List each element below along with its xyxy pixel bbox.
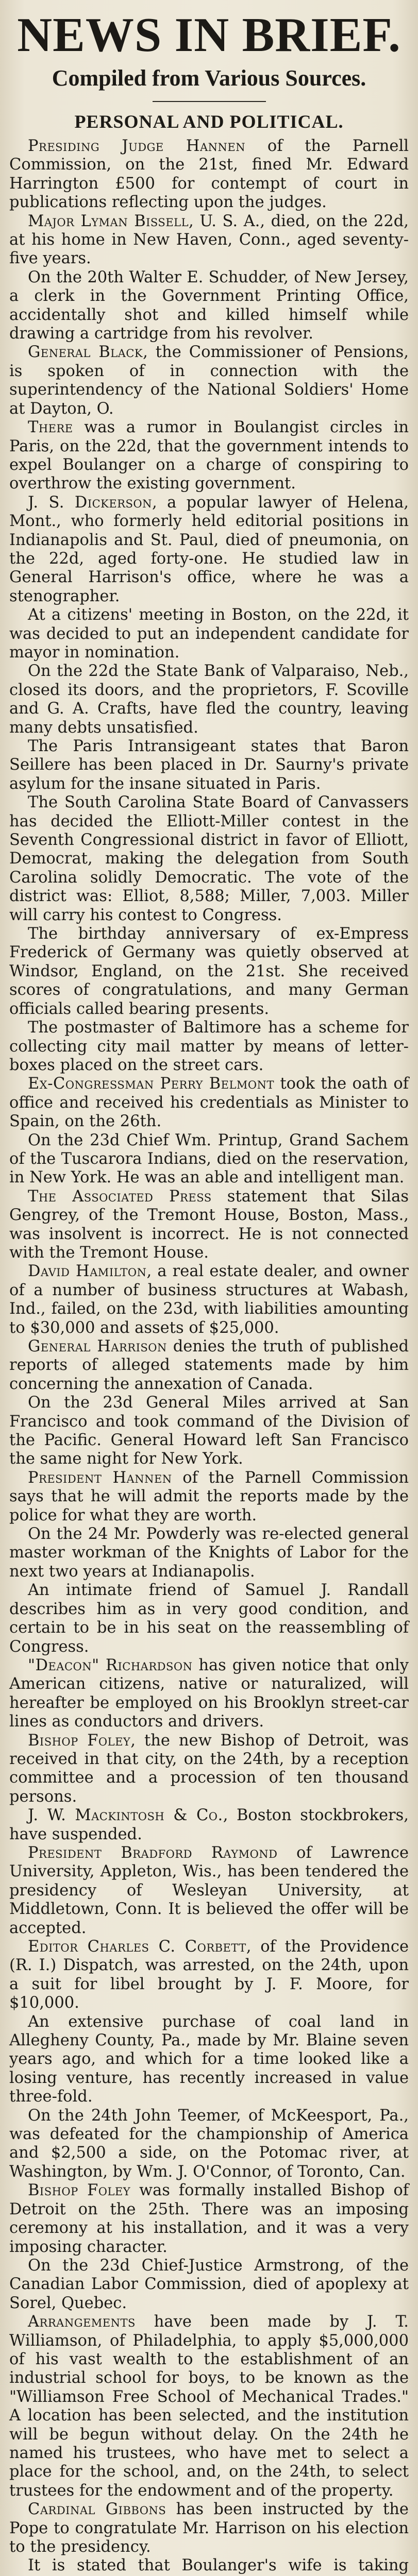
news-item-lead: "Deacon" Richardson bbox=[28, 1656, 193, 1674]
news-items bbox=[9, 137, 409, 2576]
news-item bbox=[9, 1806, 409, 1844]
news-item-lead: Major Lyman Bissell bbox=[28, 212, 189, 230]
news-item-text: has been instructed by the Pope to congratulate Mr. Harrison on his election to the presidency. bbox=[9, 2500, 409, 2556]
news-item-text: On the 24th John Teemer, of McKeesport, Pa., was defeated for the championship of America and $2,500 a side, on the Potomac river, at Washington, by Wm. J. O'Connor, of Toronto, Can. bbox=[9, 2106, 409, 2181]
news-item-text: , the new Bishop of Detroit, was received in that city, on the 24th, by a reception committee and a procession of ten thousand persons. bbox=[9, 1731, 409, 1806]
news-item bbox=[9, 1262, 409, 1337]
news-item-text: The South Carolina State Board of Canvassers has decided the Elliott-Miller contest in the Seventh Congressional district in favor of Elliott, Democrat, making the delegation from South Carolina solidly Democratic. The vote of the district was: Elliot, 8,588; Miller, 7,003. Miller will carry his contest to Congress. bbox=[9, 793, 409, 924]
news-item-text: was a rumor in Boulangist circles in Paris, on the 22d, that the government intends to expel Boulanger on a charge of conspiring to overthrow the existing government. bbox=[9, 418, 409, 493]
news-item bbox=[9, 2313, 409, 2500]
news-item-text: On the 23d General Miles arrived at San Francisco and took command of the Division of the Pacific. General Howard left San Francisco the same night for New York. bbox=[9, 1394, 409, 1468]
news-item bbox=[9, 1656, 409, 1732]
news-item-text: , the Commissioner of Pensions, is spoken of in connection with the superintendency of the National Soldiers' Home at Dayton, O. bbox=[9, 343, 409, 418]
masthead: NEWS IN BRIEF. bbox=[17, 8, 401, 62]
news-item bbox=[9, 1844, 409, 1938]
news-item-lead: General Harrison bbox=[28, 1337, 167, 1355]
news-item-lead: J. S. Dickerson bbox=[28, 493, 152, 512]
news-item bbox=[9, 2107, 409, 2182]
news-item-text: denies the truth of published reports of alleged statements made by him concerning the annexation of Canada. bbox=[9, 1337, 409, 1393]
news-item bbox=[9, 1581, 409, 1656]
news-item-text: An intimate friend of Samuel J. Randall describes him as in very good condition, and certain to be in his seat on the reassembling of Congress. bbox=[9, 1581, 409, 1656]
news-item-text: At a citizens' meeting in Boston, on the 22d, it was decided to put an independent candidate for mayor in nomination. bbox=[9, 606, 409, 662]
news-item bbox=[9, 212, 409, 268]
news-item-lead: President Bradford Raymond bbox=[28, 1843, 278, 1862]
news-item-text: , a real estate dealer, and owner of a number of business structures at Wabash, Ind., failed, on the 23d, with liabilities amounting to $30,000 and assets of $25,000. bbox=[9, 1262, 409, 1337]
news-item bbox=[9, 925, 409, 1019]
news-item bbox=[9, 1188, 409, 1263]
news-item-lead: General Black bbox=[28, 343, 143, 362]
news-item bbox=[9, 1938, 409, 2013]
news-item-text: On the 24 Mr. Powderly was re-elected general master workman of the Knights of Labor for the next two years at Indianapolis. bbox=[9, 1525, 409, 1581]
news-item-lead: Arrangements bbox=[28, 2313, 136, 2331]
news-item bbox=[9, 343, 409, 418]
news-item-lead: President Hannen bbox=[28, 1468, 172, 1487]
news-item bbox=[9, 418, 409, 494]
news-item-text: took the oath of office and received his credentials as Minister to Spain, on the 26th. bbox=[9, 1075, 409, 1131]
news-item bbox=[9, 793, 409, 925]
news-item bbox=[9, 1469, 409, 1525]
news-item-text: has given notice that only American citizens, native or naturalized, will hereafter be employed on his Brooklyn street-car lines as conductors and drivers. bbox=[9, 1656, 409, 1731]
news-item bbox=[9, 268, 409, 344]
news-item-text: , U. S. A., died, on the 22d, at his home in New Haven, Conn., aged seventy-five years. bbox=[9, 212, 409, 268]
news-item bbox=[9, 1525, 409, 1581]
news-item bbox=[9, 2013, 409, 2107]
divider-rule bbox=[153, 101, 266, 102]
news-item bbox=[9, 1131, 409, 1188]
news-item-lead: Ex-Congressman Perry Belmont bbox=[28, 1075, 275, 1093]
news-item bbox=[9, 494, 409, 606]
news-item-lead: The Associated Press bbox=[28, 1187, 212, 1206]
news-item-lead: Presiding Judge Hannen bbox=[28, 137, 246, 155]
news-item-text: On the 22d the State Bank of Valparaiso, Neb., closed its doors, and the proprietors, F. Scoville and G. A. Crafts, have fled the country, leaving many debts unsatisfied. bbox=[9, 662, 409, 737]
news-item bbox=[9, 1394, 409, 1469]
news-item bbox=[9, 2556, 409, 2576]
news-item-text: The Paris Intransigeant states that Baron Seillere has been placed in Dr. Saurny's private asylum for the insane situated in Paris. bbox=[9, 737, 409, 793]
news-item-lead: Bishop Foley bbox=[28, 1731, 131, 1750]
news-item bbox=[9, 2181, 409, 2257]
news-item-text: , a popular lawyer of Helena, Mont., who formerly held editorial positions in Indianapolis and St. Paul, died of pneumonia, on the 22d, aged forty-one. He studied law in General Harrison's office, where he was a stenographer. bbox=[9, 493, 409, 605]
news-item-text: , of the Providence (R. I.) Dispatch, was arrested, on the 24th, upon a suit for libel brought by J. F. Moore, for $10,000. bbox=[9, 1938, 409, 2012]
news-item bbox=[9, 2500, 409, 2556]
news-item-lead: J. W. Mackintosh & Co. bbox=[28, 1806, 223, 1825]
news-item-text: On the 20th Walter E. Schudder, of New Jersey, a clerk in the Government Printing Office, accidentally shot and killed himself while drawing a cartridge from his revolver. bbox=[9, 268, 409, 343]
news-item-text: The postmaster of Baltimore has a scheme for collecting city mail matter by means of letter-boxes placed on the street cars. bbox=[9, 1019, 409, 1074]
news-item bbox=[9, 1019, 409, 1075]
news-item-lead: Editor Charles C. Corbett bbox=[28, 1938, 246, 1956]
news-item bbox=[9, 737, 409, 793]
news-item bbox=[9, 1337, 409, 1394]
news-item-text: was formally installed Bishop of Detroit on the 25th. There was an imposing ceremony at his installation, and it was a very imposing character. bbox=[9, 2181, 409, 2256]
news-item-text: of the Parnell Commission, on the 21st, fined Mr. Edward Harrington £500 for contempt of court in publications reflecting upon the judges. bbox=[9, 137, 409, 212]
news-item-text: of the Parnell Commission says that he will admit the reports made by the police for what they are worth. bbox=[9, 1468, 409, 1524]
news-item-text: have been made by J. T. Williamson, of Philadelphia, to apply $5,000,000 of his vast wealth to the establishment of an industrial school for boys, to be known as the "Williamson Free School of Mechanical Trades." A location has been selected, and the institution will be begun without delay. On the 24th he named his trustees, who have met to select a place for the school, and, on the 24th, to select trustees for the endowment and of the property. bbox=[9, 2313, 409, 2500]
news-item-text: On the 23d Chief Wm. Printup, Grand Sachem of the Tuscarora Indians, died on the reservation, in New York. He was an able and intelligent man. bbox=[9, 1131, 409, 1187]
news-item-text: The birthday anniversary of ex-Empress Frederick of Germany was quietly observed at Windsor, England, on the 21st. She received scores of congratulations, and many German officials called bearing presents. bbox=[9, 925, 409, 1018]
subhead: Compiled from Various Sources. bbox=[52, 65, 366, 91]
news-item-text: of Lawrence University, Appleton, Wis., has been tendered the presidency of Wesleyan University, at Middletown, Conn. It is believed the offer will be accepted. bbox=[9, 1843, 409, 1937]
news-item bbox=[9, 1732, 409, 1807]
news-item-lead: There bbox=[28, 418, 73, 437]
news-item-text: It is stated that Boulanger's wife is taking bbox=[28, 2556, 409, 2575]
news-item bbox=[9, 1075, 409, 1131]
news-item bbox=[9, 662, 409, 737]
news-item bbox=[9, 606, 409, 662]
news-item bbox=[9, 2257, 409, 2313]
news-item-text: statement that Silas Gengrey, of the Tremont House, Boston, Mass., was insolvent is incorrect. He is not connected with the Tremont House. bbox=[9, 1187, 409, 1262]
news-item-lead: David Hamilton bbox=[28, 1262, 147, 1281]
news-item bbox=[9, 137, 409, 212]
section-title: PERSONAL AND POLITICAL. bbox=[74, 111, 344, 132]
news-item-text: On the 23d Chief-Justice Armstrong, of the Canadian Labor Commission, died of apoplexy at Sorel, Quebec. bbox=[9, 2256, 409, 2312]
news-item-text: , Boston stockbrokers, have suspended. bbox=[9, 1806, 409, 1843]
news-item-text: An extensive purchase of coal land in Allegheny County, Pa., made by Mr. Blaine seven years ago, and which for a time looked like a losing venture, has recently increased in value three-fold. bbox=[9, 2012, 409, 2106]
news-item-lead: Cardinal Gibbons bbox=[28, 2500, 166, 2519]
news-item-lead: Bishop Foley bbox=[28, 2181, 131, 2200]
